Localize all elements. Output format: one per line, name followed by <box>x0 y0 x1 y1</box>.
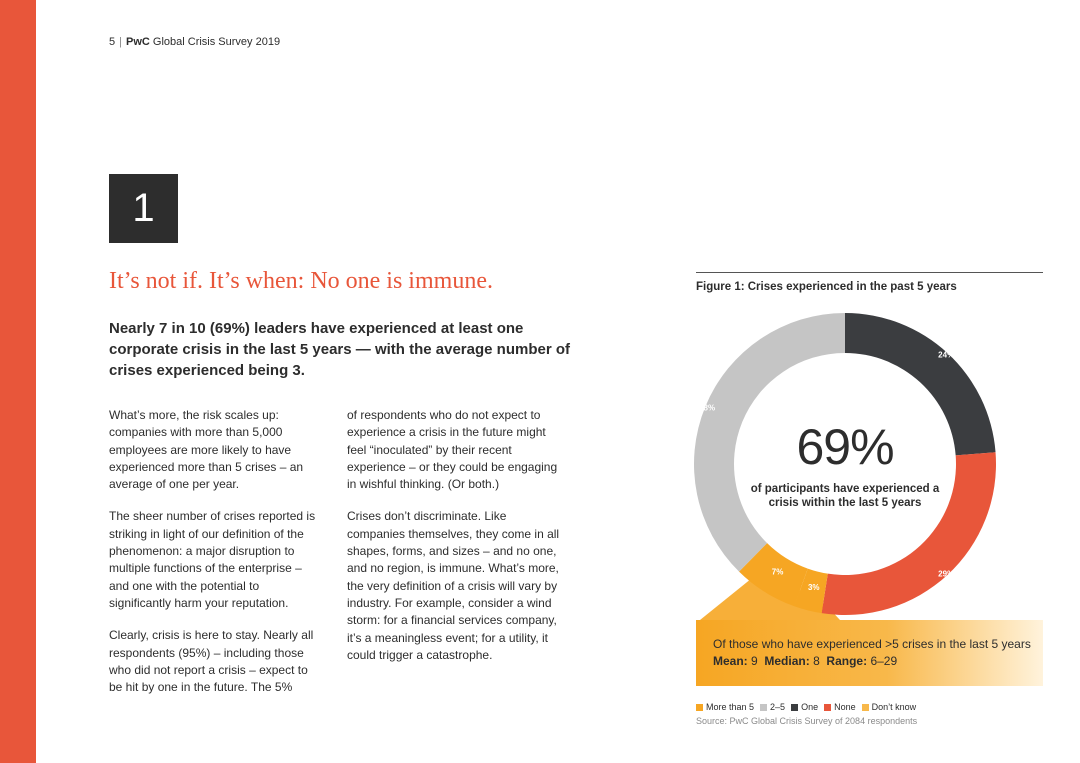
mean-value: 9 <box>751 654 758 668</box>
legend-item <box>696 702 754 712</box>
mean-label: Mean: <box>713 654 748 668</box>
section-number-box: 1 <box>109 174 178 243</box>
range-label: Range: <box>826 654 868 668</box>
median-value: 8 <box>813 654 820 668</box>
chart-legend <box>696 702 916 712</box>
header-separator: | <box>119 36 122 48</box>
legend-label: More than 5 <box>706 702 755 712</box>
headline-percentage: 69% <box>796 419 894 475</box>
slice-label: 24% <box>938 350 955 360</box>
slice-label: 3% <box>807 583 820 593</box>
paragraph: What’s more, the risk scales up: companies with more than 5,000 employees are more likely to have experienced more than 5 crises – an average of one per year. <box>109 408 304 492</box>
legend-item <box>791 702 818 712</box>
headline-caption: of participants have experienced a crisis within the last 5 years <box>750 483 940 509</box>
donut-slice <box>822 452 996 615</box>
callout-text: Of those who have experienced >5 crises in the last 5 years <box>713 637 1031 651</box>
callout-stats <box>713 654 897 668</box>
legend-item <box>760 702 785 712</box>
legend-swatch <box>791 704 798 711</box>
legend-swatch <box>862 704 869 711</box>
paragraph: Clearly, crisis is here to stay. Nearly all respondents (95%) – including those who did not report a crisis – expect to be hit by one in the future. The 5% <box>109 628 314 695</box>
lead-paragraph: Nearly 7 in 10 (69%) leaders have experienced at least one corporate crisis in the last 5 years — with the average number of crises experienced being 3. <box>109 320 570 379</box>
section-title: It’s not if. It’s when: No one is immune. <box>109 268 493 294</box>
median-label: Median: <box>764 654 810 668</box>
legend-item <box>824 702 856 712</box>
legend-swatch <box>696 704 703 711</box>
brand-name: PwC <box>125 36 150 48</box>
figure-title: Figure 1: Crises experienced in the past 5 years <box>696 281 957 293</box>
legend-label: 2–5 <box>770 702 786 712</box>
range-value: 6–29 <box>870 654 898 668</box>
legend-item <box>862 702 917 712</box>
legend-label: One <box>801 702 819 712</box>
page-number: 5 <box>109 36 116 48</box>
publication-title: Global Crisis Survey 2019 <box>152 36 281 48</box>
slice-label: 38% <box>699 403 716 413</box>
paragraph: The sheer number of crises reported is striking in light of our definition of the phenomenon: a major disruption to multiple functions of the enterprise – and one with the potential to significantly harm your reputation. <box>109 509 316 610</box>
slice-label: 7% <box>771 567 784 577</box>
paragraph: Crises don’t discriminate. Like companies themselves, they come in all shapes, forms, and sizes – and no one, and no region, is immune. What’s more, the very definition of a crisis will vary by industry. For example, consider a wind storm: for a financial services company, it’s a meaningless event; for a utility, it could trigger a catastrophe. <box>347 509 560 662</box>
legend-swatch <box>824 704 831 711</box>
paragraph: of respondents who do not expect to experience a crisis in the future might feel “inoculated” by their recent experience – or they could be engaging in wishful thinking. (Or both.) <box>347 408 558 492</box>
legend-label: None <box>834 702 856 712</box>
source-note: Source: PwC Global Crisis Survey of 2084 respondents <box>696 716 918 726</box>
slice-label: 29% <box>938 569 955 579</box>
legend-swatch <box>760 704 767 711</box>
legend-label: Don’t know <box>871 702 917 712</box>
